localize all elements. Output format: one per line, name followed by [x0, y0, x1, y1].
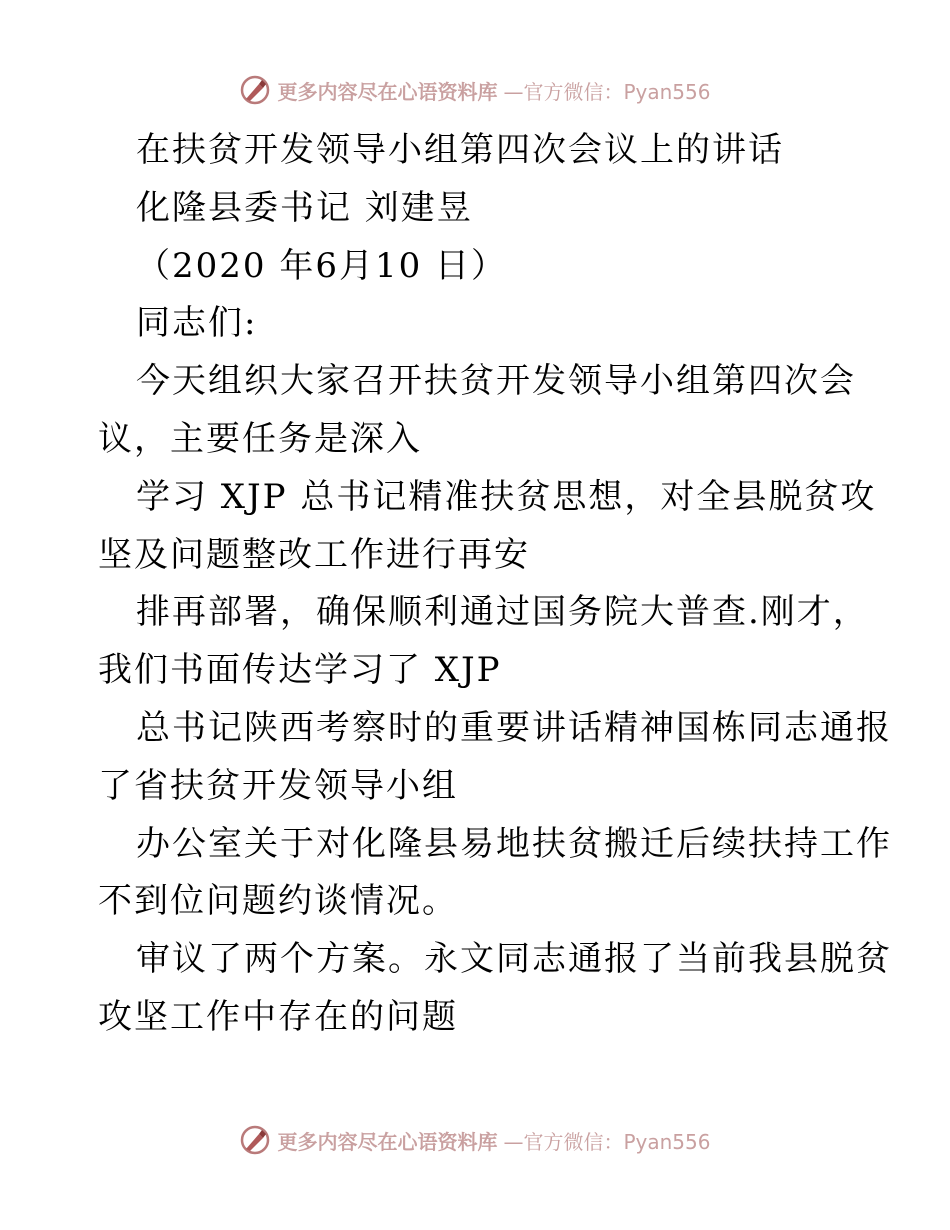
body-line: 审议了两个方案。永文同志通报了当前我县脱贫: [136, 939, 892, 980]
watermark-brand: 更多内容尽在心语资料库: [277, 79, 498, 104]
body-line: 学习 XJP 总书记精准扶贫思想，对全县脱贫攻: [136, 476, 877, 517]
body-line: 排再部署，确保顺利通过国务院大普查.刚才，: [136, 592, 869, 633]
watermark-brand: 更多内容尽在心语资料库: [277, 1129, 498, 1154]
body-line: 议，主要任务是深入: [98, 418, 422, 459]
footer-watermark: [0, 1120, 950, 1160]
body-line: 总书记陕西考察时的重要讲话精神国栋同志通报: [136, 707, 892, 748]
watermark-contact: —官方微信：Pyan556: [503, 1129, 711, 1154]
pen-circle-logo-icon: [239, 1124, 271, 1156]
body-line: 我们书面传达学习了 XJP: [98, 650, 502, 691]
document-body: [98, 122, 892, 1047]
salutation: 同志们:: [136, 303, 258, 344]
body-line: 今天组织大家召开扶贫开发领导小组第四次会: [136, 361, 856, 402]
body-line: 坚及问题整改工作进行再安: [98, 534, 530, 575]
document-title: 在扶贫开发领导小组第四次会议上的讲话: [136, 130, 784, 170]
header-watermark: [0, 70, 950, 110]
date-line: （2020 年6月10 日）: [136, 245, 508, 286]
body-line: 攻坚工作中存在的问题: [98, 996, 458, 1037]
body-line: 办公室关于对化隆县易地扶贫搬迁后续扶持工作: [136, 823, 892, 864]
watermark-contact: —官方微信：Pyan556: [503, 79, 711, 104]
body-line: 不到位问题约谈情况。: [98, 881, 458, 922]
body-line: 了省扶贫开发领导小组: [98, 765, 458, 806]
pen-circle-logo-icon: [239, 74, 271, 106]
author-line: 化隆县委书记 刘建昱: [136, 187, 473, 228]
